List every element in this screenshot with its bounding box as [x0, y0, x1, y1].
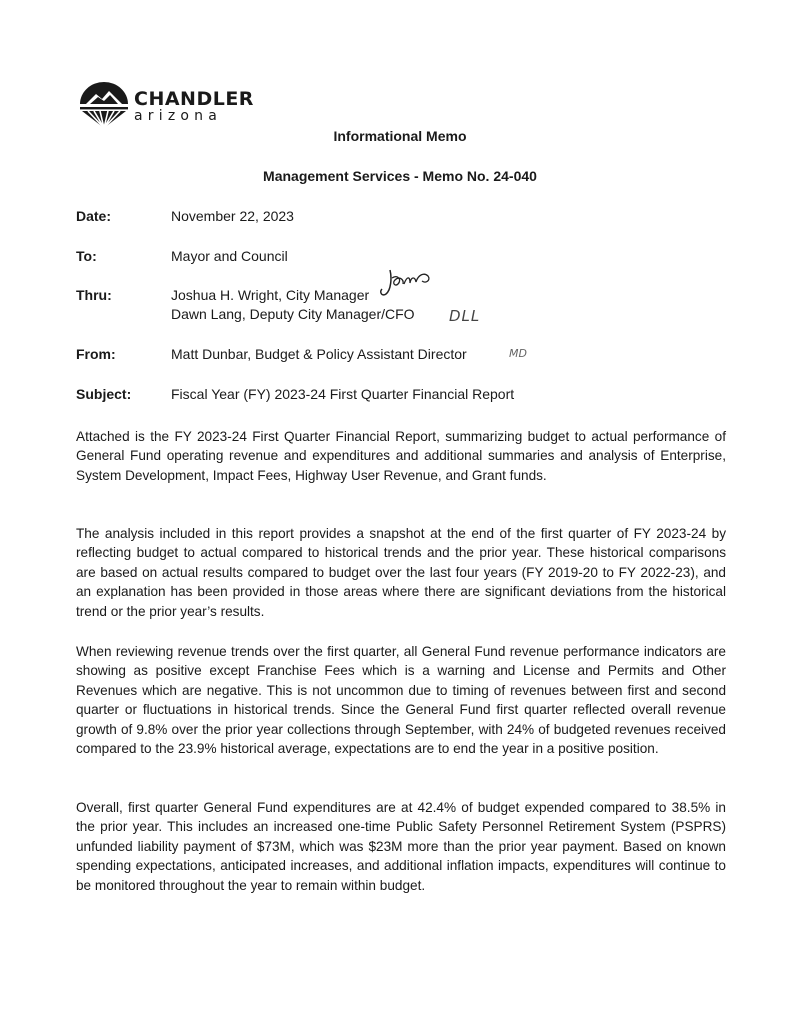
body-paragraph-4: Overall, first quarter General Fund expenditures are at 42.4% of budget expended compared to 38.5% in the prior year. This includes an increased one-time Public Safety Personnel Retirement System (PSPRS) unfunded liability payment of $73M, which was $23M more than the prior year payment. Based on known spending expectations, anticipated increases, and additional inflation impacts, expenditures will continue to be monitored throughout the year to remain within budget. [76, 800, 726, 893]
subject-value: Fiscal Year (FY) 2023-24 First Quarter Financial Report [171, 386, 515, 402]
from-label: From: [76, 346, 116, 362]
date-label: Date: [76, 208, 112, 224]
from-initials: MD [509, 347, 527, 360]
body-paragraph-2: The analysis included in this report provides a snapshot at the end of the first quarter of FY 2023-24 by reflecting budget to actual compared to historical trends and the prior year. These historical comparisons are based on actual results compared to budget over the last four years (FY 2019-20 to FY 2022-23), and an explanation has been provided in those areas where there are significant deviations from the historical trend or the prior year’s results. [76, 526, 726, 619]
memo-type-heading: Informational Memo [333, 128, 467, 144]
logo-wordmark: CHANDLER [134, 88, 254, 110]
memo-number-heading: Management Services - Memo No. 24-040 [263, 168, 537, 184]
thru-city-manager: Joshua H. Wright, City Manager [171, 287, 370, 303]
to-value: Mayor and Council [171, 248, 288, 264]
body-paragraph-1: Attached is the FY 2023-24 First Quarter Financial Report, summarizing budget to actual performance of General Fund operating revenue and expenditures and additional summaries and analysis of Enterprise, System Development, Impact Fees, Highway User Revenue, and Grant funds. [76, 429, 726, 483]
to-label: To: [76, 248, 97, 264]
from-value: Matt Dunbar, Budget & Policy Assistant Director [171, 346, 467, 362]
thru-deputy-city-manager: Dawn Lang, Deputy City Manager/CFO [171, 306, 415, 322]
subject-label: Subject: [76, 386, 132, 402]
thru-label: Thru: [76, 287, 112, 303]
logo-subtitle: arizona [134, 108, 222, 124]
handwritten-signature [376, 264, 436, 306]
sun-mountain-logo-icon [76, 80, 132, 130]
body-paragraph-3: When reviewing revenue trends over the first quarter, all General Fund revenue performance indicators are showing as positive except Franchise Fees which is a warning and License and Permits and Other Revenues which are negative. This is not uncommon due to timing of revenues between first and second quarter or fluctuations in historical trends. Since the General Fund first quarter reflected overall revenue growth of 9.8% over the prior year collections through September, with 24% of budgeted revenues received compared to the 23.9% historical average, expectations are to end the year in a positive position. [76, 644, 726, 757]
cfo-initials: DLL [449, 307, 481, 325]
city-logo [76, 80, 254, 130]
date-value: November 22, 2023 [171, 208, 294, 224]
